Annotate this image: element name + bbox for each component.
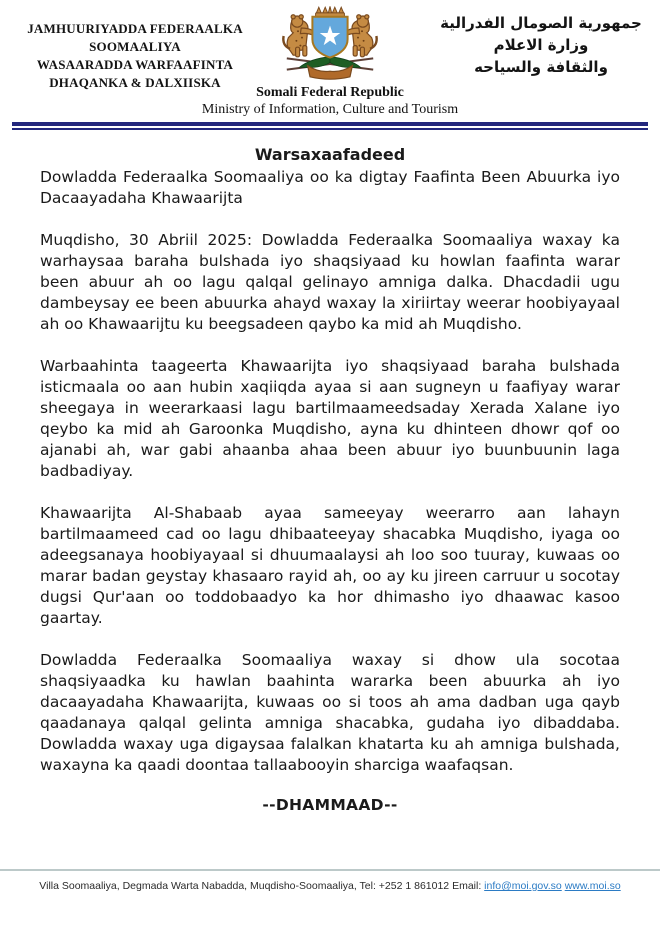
- paragraph-2: Warbaahinta taageerta Khawaarijta iyo shaqsiyaad baraha bulshada isticmaala oo aan hubin xaqiiqda ayaa si aan sugneyn u faafiyay warar sheegaya in weerarkaasi lagu bartilmaameedsaday Xerada Xalane iyo qeybo ka mid ah Garoonka Muqdisho, ayna ku dhinteen dhowr qof oo ajanabi ah, war gabi ahaanba ahaa been abuur iyo buunbuunin laga badbadiyay.: [40, 357, 620, 480]
- paragraph-1: Muqdisho, 30 Abriil 2025: Dowladda Federaalka Soomaaliya waxay ka warhaysaa baraha bulshada iyo shaqsiyaad ku howlan faafinta warar been abuur ah oo lagu qalqal gelinayo amniga dalka. Dhacdadii ugu dambeysay ee been abuurka ahayd waxay la xiriirtay weerar hoobiyayaal ah oo Khawaarijtu ku beegsadeen qaybo ka mid ah Muqdisho.: [40, 231, 620, 333]
- document-subtitle: Dowladda Federaalka Soomaaliya oo ka digtay Faafinta Been Abuurka iyo Dacaayadaha Khawaarijta: [40, 168, 620, 207]
- document-body: [0, 145, 660, 814]
- republic-title: Somali Federal Republic: [256, 85, 404, 100]
- footer-website-link[interactable]: www.moi.so: [564, 880, 621, 892]
- footer-address: Villa Soomaaliya, Degmada Warta Nabadda, Muqdisho-Soomaaliya, Tel: +252 1 861012 Email:: [39, 880, 482, 892]
- letterhead-left-line: SOOMAALIYA: [89, 39, 181, 54]
- footer-contact-line: [0, 880, 660, 892]
- footer-email-link[interactable]: info@moi.gov.so: [484, 880, 562, 892]
- letterhead-left-line: JAMHUURIYADDA FEDERAALKA: [27, 21, 243, 36]
- letterhead-left-line: DHAQANKA & DALXIISKA: [49, 75, 221, 90]
- paragraph-4: Dowladda Federaalka Soomaaliya waxay si dhow ula socotaa shaqsiyaadka ku hawlan baahinta wararka been abuurka ah iyo dacaayadaha Khawaarijta, kuwaas oo si toos ah ama dadban uga qayb qaadanaya qalqal gelinta amniga shacabka, gudaha iyo dibaddaba. Dowladda waxay uga digaysaa falalkan khatarta ku ah amniga bulshada, waxayna ka qaadi doontaa tallaabooyin sharciga waafaqsan.: [40, 651, 620, 774]
- somalia-coat-of-arms-icon: [274, 4, 386, 84]
- paragraph-3: Khawaarijta Al-Shabaab ayaa sameeyay weerarro aan lahayn bartilmaameed cad oo lagu dhibaateeyay shacabka Muqdisho, iyaga oo adeegsanaya hoobiyayaal si dhuumaalaysi ah loo soo tuuray, kuwaas oo marar badan geystay khasaaro rayid ah, oo ay ku jireen carruur u socotay dugsi Qur'aan oo toddobaadyo ka hor dhimasho iyo dhaawac kasoo gaartay.: [40, 504, 620, 627]
- document-title: Warsaxaafadeed: [254, 145, 406, 164]
- footer-divider: [0, 869, 660, 871]
- end-marker: --DHAMMAAD--: [262, 796, 398, 814]
- ministry-name-english: Ministry of Information, Culture and Tourism: [201, 102, 459, 117]
- letterhead: [0, 0, 660, 122]
- letterhead-arabic-line: جمهورية الصومال الفدرالية: [440, 14, 642, 32]
- letterhead-arabic-line: والثقافة والسياحه: [474, 58, 608, 76]
- letterhead-arabic-line: وزارة الاعلام: [493, 36, 589, 54]
- header-divider: [12, 122, 648, 130]
- letterhead-left-line: WASAARADDA WARFAAFINTA: [36, 57, 234, 72]
- ministry-name-arabic: [436, 12, 646, 78]
